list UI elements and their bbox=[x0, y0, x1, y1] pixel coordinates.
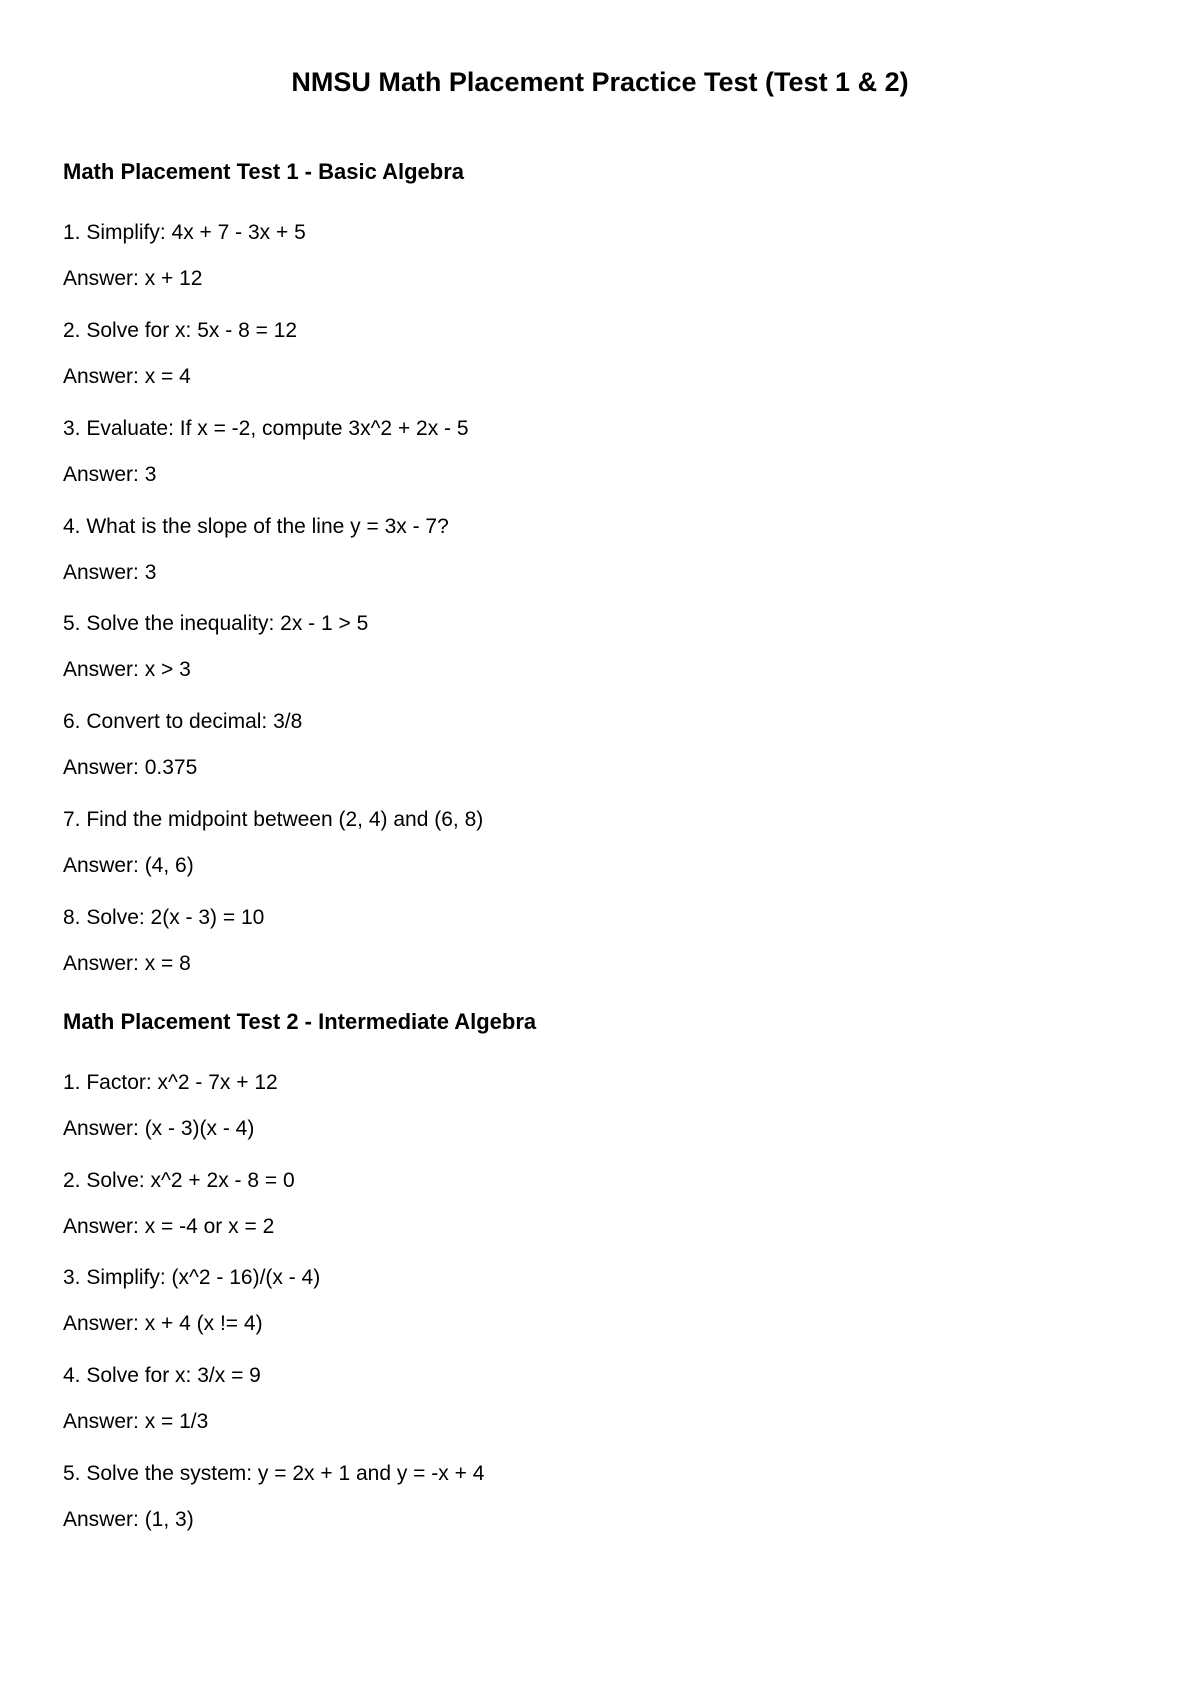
question-1-8: 8. Solve: 2(x - 3) = 10 bbox=[63, 906, 265, 929]
question-2-5: 5. Solve the system: y = 2x + 1 and y = -x + 4 bbox=[63, 1462, 485, 1485]
answer-1-8: Answer: x = 8 bbox=[63, 952, 191, 975]
answer-1-6: Answer: 0.375 bbox=[63, 756, 198, 779]
question-2-1: 1. Factor: x^2 - 7x + 12 bbox=[63, 1071, 278, 1094]
question-1-1: 1. Simplify: 4x + 7 - 3x + 5 bbox=[63, 221, 306, 244]
question-1-6: 6. Convert to decimal: 3/8 bbox=[63, 710, 303, 733]
question-1-3: 3. Evaluate: If x = -2, compute 3x^2 + 2x - 5 bbox=[63, 417, 469, 440]
answer-2-3: Answer: x + 4 (x != 4) bbox=[63, 1312, 263, 1335]
section-heading-test-1: Math Placement Test 1 - Basic Algebra bbox=[63, 159, 465, 184]
question-2-2: 2. Solve: x^2 + 2x - 8 = 0 bbox=[63, 1169, 295, 1192]
answer-2-4: Answer: x = 1/3 bbox=[63, 1410, 209, 1433]
question-1-2: 2. Solve for x: 5x - 8 = 12 bbox=[63, 319, 298, 342]
answer-2-2: Answer: x = -4 or x = 2 bbox=[63, 1215, 275, 1238]
answer-2-5: Answer: (1, 3) bbox=[63, 1508, 194, 1531]
answer-1-5: Answer: x > 3 bbox=[63, 658, 191, 681]
answer-1-7: Answer: (4, 6) bbox=[63, 854, 194, 877]
question-1-4: 4. What is the slope of the line y = 3x - 7? bbox=[63, 515, 449, 538]
answer-1-4: Answer: 3 bbox=[63, 561, 157, 584]
question-1-5: 5. Solve the inequality: 2x - 1 > 5 bbox=[63, 612, 369, 635]
question-1-7: 7. Find the midpoint between (2, 4) and (6, 8) bbox=[63, 808, 484, 831]
answer-1-2: Answer: x = 4 bbox=[63, 365, 191, 388]
answer-2-1: Answer: (x - 3)(x - 4) bbox=[63, 1117, 255, 1140]
document-title: NMSU Math Placement Practice Test (Test 1 & 2) bbox=[291, 67, 909, 97]
answer-1-1: Answer: x + 12 bbox=[63, 267, 203, 290]
question-2-4: 4. Solve for x: 3/x = 9 bbox=[63, 1364, 261, 1387]
answer-1-3: Answer: 3 bbox=[63, 463, 157, 486]
question-2-3: 3. Simplify: (x^2 - 16)/(x - 4) bbox=[63, 1266, 321, 1289]
section-heading-test-2: Math Placement Test 2 - Intermediate Algebra bbox=[63, 1009, 537, 1034]
